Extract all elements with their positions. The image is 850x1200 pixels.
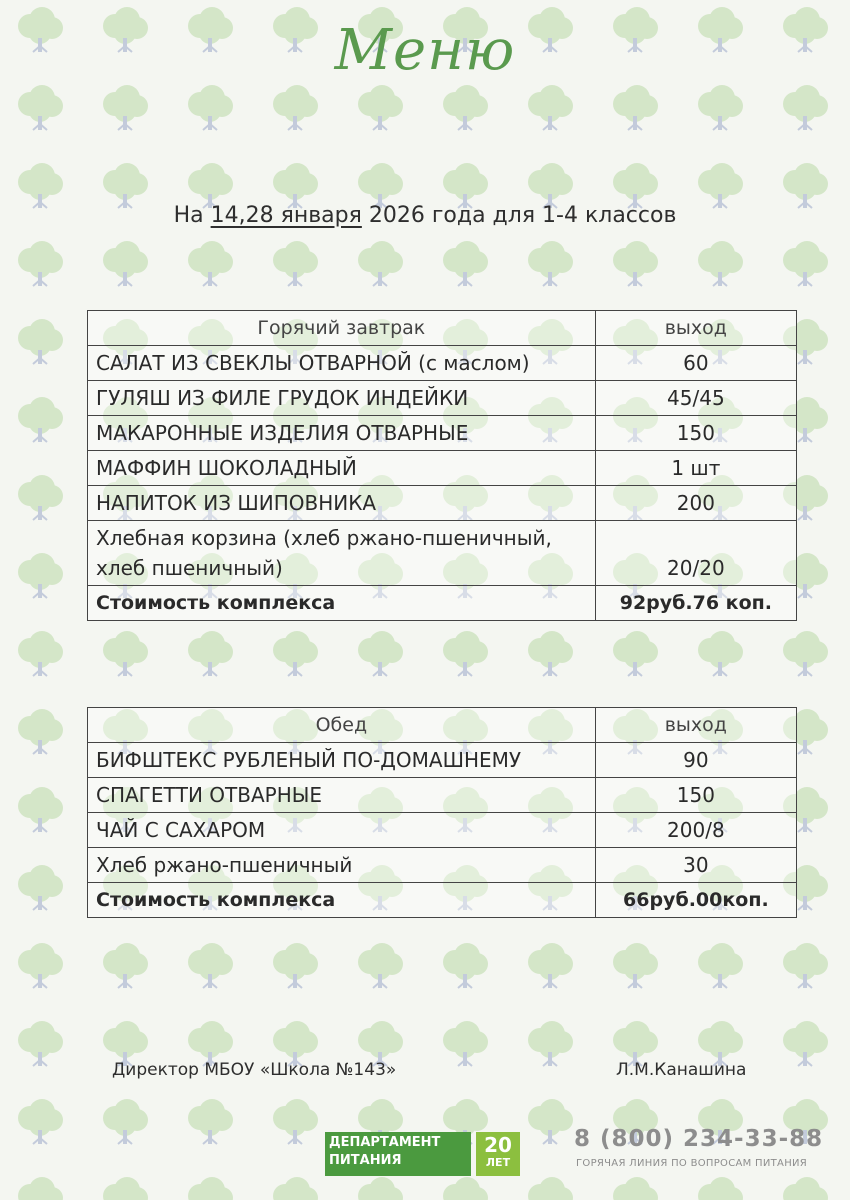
dish-name: СПАГЕТТИ ОТВАРНЫЕ — [88, 778, 596, 813]
total-value: 66руб.00коп. — [595, 883, 796, 918]
dish-name: МАКАРОННЫЕ ИЗДЕЛИЯ ОТВАРНЫЕ — [88, 416, 596, 451]
table-row — [88, 813, 797, 848]
dish-name: Хлебная корзина (хлеб ржано-пшеничный, хлеб пшеничный) — [88, 521, 596, 586]
table-row — [88, 346, 797, 381]
department-logo — [325, 1132, 520, 1176]
dish-output: 200 — [595, 486, 796, 521]
table-row — [88, 486, 797, 521]
logo-line2: ПИТАНИЯ — [329, 1153, 402, 1168]
director-position: Директор МБОУ «Школа №143» — [112, 1060, 397, 1080]
dish-name: Хлеб ржано-пшеничный — [88, 848, 596, 883]
logo-line1: ДЕПАРТАМЕНТ — [329, 1135, 441, 1150]
logo-text-block — [325, 1132, 471, 1176]
table-header-row — [88, 311, 797, 346]
lunch-heading: Обед — [88, 708, 596, 743]
total-row — [88, 586, 797, 621]
subtitle-prefix: На — [173, 203, 204, 228]
table-row — [88, 743, 797, 778]
subtitle-dates: 14,28 января — [210, 203, 362, 228]
dish-output: 1 шт — [595, 451, 796, 486]
breakfast-heading: Горячий завтрак — [88, 311, 596, 346]
menu-date-line — [0, 203, 850, 228]
output-heading: выход — [595, 311, 796, 346]
dish-name: НАПИТОК ИЗ ШИПОВНИКА — [88, 486, 596, 521]
dish-output: 60 — [595, 346, 796, 381]
total-label: Стоимость комплекса — [88, 883, 596, 918]
hotline-caption: ГОРЯЧАЯ ЛИНИЯ ПО ВОПРОСАМ ПИТАНИЯ — [576, 1158, 808, 1169]
table-row — [88, 416, 797, 451]
table-row — [88, 451, 797, 486]
table-row — [88, 778, 797, 813]
dish-output: 150 — [595, 778, 796, 813]
dish-output: 200/8 — [595, 813, 796, 848]
dish-output: 150 — [595, 416, 796, 451]
dish-name: ГУЛЯШ ИЗ ФИЛЕ ГРУДОК ИНДЕЙКИ — [88, 381, 596, 416]
anniversary-label: ЛЕТ — [485, 1156, 511, 1169]
total-label: Стоимость комплекса — [88, 586, 596, 621]
dish-name: БИФШТЕКС РУБЛЕНЫЙ ПО-ДОМАШНЕМУ — [88, 743, 596, 778]
table-row — [88, 381, 797, 416]
table-row — [88, 848, 797, 883]
breakfast-table — [87, 310, 797, 621]
table-row — [88, 521, 797, 586]
hotline-phone: 8 (800) 234-33-88 — [574, 1126, 824, 1152]
lunch-table — [87, 707, 797, 918]
page-title: Меню — [334, 18, 516, 83]
dish-output: 30 — [595, 848, 796, 883]
dish-output: 90 — [595, 743, 796, 778]
table-header-row — [88, 708, 797, 743]
dish-output: 20/20 — [595, 521, 796, 586]
dish-name: ЧАЙ С САХАРОМ — [88, 813, 596, 848]
subtitle-suffix: 2026 года для 1-4 классов — [368, 203, 677, 228]
total-value: 92руб.76 коп. — [595, 586, 796, 621]
dish-name: САЛАТ ИЗ СВЕКЛЫ ОТВАРНОЙ (с маслом) — [88, 346, 596, 381]
output-heading: выход — [595, 708, 796, 743]
anniversary-badge — [476, 1132, 520, 1176]
total-row — [88, 883, 797, 918]
director-name: Л.М.Канашина — [616, 1060, 747, 1080]
dish-name: МАФФИН ШОКОЛАДНЫЙ — [88, 451, 596, 486]
anniversary-number: 20 — [484, 1133, 512, 1157]
dish-output: 45/45 — [595, 381, 796, 416]
